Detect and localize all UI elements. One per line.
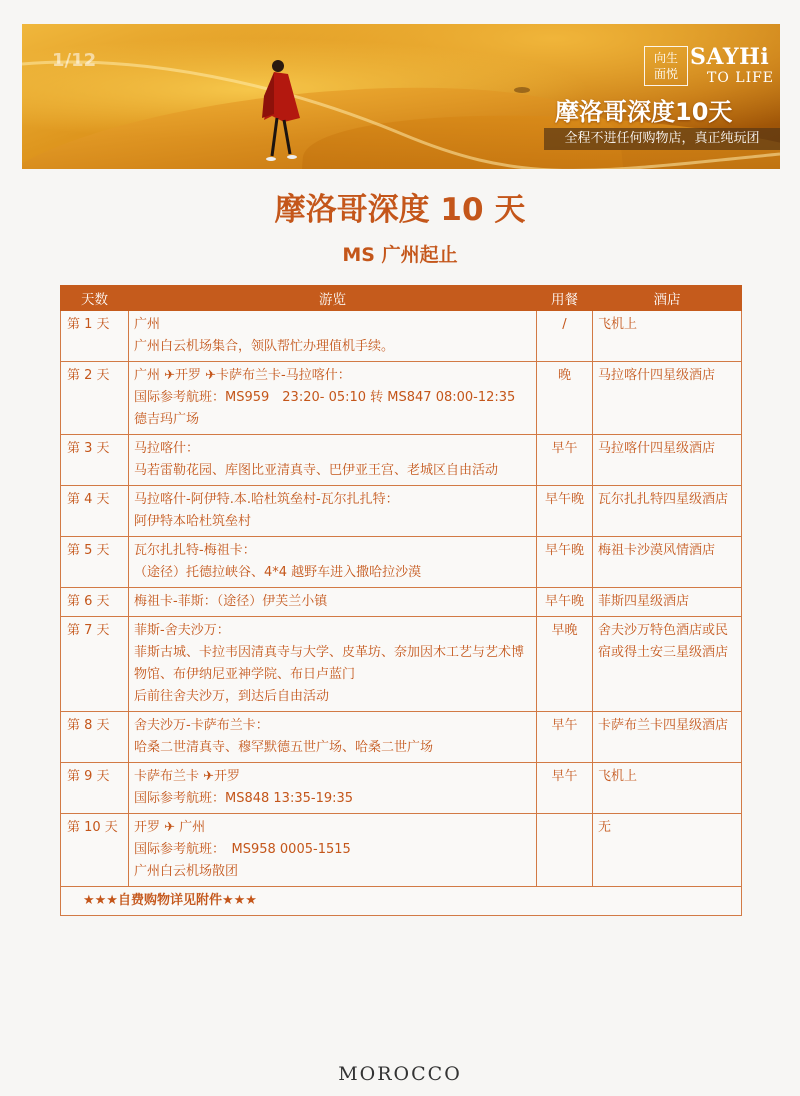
tour-cell [129, 763, 537, 814]
tour-cell [129, 435, 537, 486]
meal-cell: / [537, 311, 593, 362]
table-row [61, 486, 742, 537]
tour-line: 舍夫沙万-卡萨布兰卡： [134, 718, 269, 733]
tour-line: 马拉喀什-阿伊特.本.哈杜筑垒村-瓦尔扎扎特： [134, 492, 399, 507]
table-row [61, 435, 742, 486]
traveler-figure [244, 56, 304, 169]
tour-cell [129, 311, 537, 362]
tour-line: 梅祖卡-菲斯：（途径）伊芙兰小镇 [134, 594, 328, 609]
tour-cell [129, 617, 537, 712]
hotel-cell: 马拉喀什四星级酒店 [593, 435, 742, 486]
hotel-cell: 马拉喀什四星级酒店 [593, 362, 742, 435]
tour-line: 菲斯-舍夫沙万： [134, 623, 230, 638]
meal-cell: 晚 [537, 362, 593, 435]
hotel-cell: 菲斯四星级酒店 [593, 588, 742, 617]
brand-logo-box [644, 46, 688, 86]
meal-cell: 早午晚 [537, 486, 593, 537]
day-cell: 第 5 天 [61, 537, 129, 588]
day-cell: 第 3 天 [61, 435, 129, 486]
footer-brand: MOROCCO [338, 1063, 462, 1085]
tour-line: （途径）托德拉峡谷、4*4 越野车进入撒哈拉沙漠 [134, 565, 422, 580]
tour-line: 哈桑二世清真寺、穆罕默德五世广场、哈桑二世广场 [134, 740, 434, 755]
day-cell: 第 8 天 [61, 712, 129, 763]
hotel-cell: 卡萨布兰卡四星级酒店 [593, 712, 742, 763]
shopping-note: ★★★自费购物详见附件★★★ [61, 887, 742, 916]
meal-cell: 早午 [537, 712, 593, 763]
header-tour: 游览 [129, 286, 537, 311]
table-row [61, 617, 742, 712]
tour-line: 瓦尔扎扎特-梅祖卡： [134, 543, 256, 558]
table-header-row [61, 286, 742, 311]
brand-logo-text: 向生 面悦 [653, 51, 678, 81]
table-row [61, 537, 742, 588]
tour-line: 阿伊特本哈杜筑垒村 [134, 514, 252, 529]
tour-line: 国际参考航班：MS848 13:35-19:35 [134, 791, 354, 806]
tour-line: 后前往舍夫沙万，到达后自由活动 [134, 689, 330, 704]
meal-cell: 早午晚 [537, 588, 593, 617]
table-row [61, 362, 742, 435]
tour-line: 马拉喀什： [134, 441, 200, 456]
page-counter: 1/12 [52, 50, 97, 71]
tour-line: 德吉玛广场 [134, 412, 200, 427]
hotel-cell: 飞机上 [593, 763, 742, 814]
day-cell: 第 10 天 [61, 814, 129, 887]
day-cell: 第 7 天 [61, 617, 129, 712]
tour-cell [129, 814, 537, 887]
day-cell: 第 6 天 [61, 588, 129, 617]
table-row [61, 763, 742, 814]
table-row [61, 588, 742, 617]
table-row [61, 311, 742, 362]
day-cell: 第 2 天 [61, 362, 129, 435]
table-row [61, 712, 742, 763]
hotel-cell: 舍夫沙万特色酒店或民宿或得土安三星级酒店 [593, 617, 742, 712]
hotel-cell: 梅祖卡沙漠风情酒店 [593, 537, 742, 588]
hotel-cell: 飞机上 [593, 311, 742, 362]
itinerary-table [60, 285, 742, 916]
header-meal: 用餐 [537, 286, 593, 311]
meal-cell: 早午 [537, 763, 593, 814]
table-row [61, 814, 742, 887]
tour-line: 广州 [134, 317, 161, 332]
document-subtitle: MS 广州起止 [342, 244, 458, 266]
tour-line: 卡萨布兰卡 ✈开罗 [134, 769, 241, 784]
tour-line: 广州白云机场集合，领队帮忙办理值机手续。 [134, 339, 395, 354]
day-cell: 第 1 天 [61, 311, 129, 362]
tour-cell [129, 712, 537, 763]
meal-cell: 早晚 [537, 617, 593, 712]
document-title: 摩洛哥深度 10 天 [274, 192, 526, 228]
tour-cell [129, 588, 537, 617]
tour-cell [129, 486, 537, 537]
day-cell: 第 9 天 [61, 763, 129, 814]
tour-line: 马若雷勒花园、库图比亚清真寺、巴伊亚王宫、老城区自由活动 [134, 463, 499, 478]
brand-logo-tolife: TO LIFE [707, 70, 775, 86]
tour-line: 物馆、布伊纳尼亚神学院、布日卢蓝门 [134, 667, 356, 682]
tour-line: 开罗 ✈ 广州 [134, 820, 206, 835]
tour-cell [129, 362, 537, 435]
meal-cell [537, 814, 593, 887]
tour-line: 国际参考航班： MS958 0005-1515 [134, 842, 351, 857]
tour-cell [129, 537, 537, 588]
tour-line: 广州 ✈开罗 ✈卡萨布兰卡-马拉喀什： [134, 368, 351, 383]
hotel-cell: 瓦尔扎扎特四星级酒店 [593, 486, 742, 537]
header-day: 天数 [61, 286, 129, 311]
banner-title: 摩洛哥深度10天 [555, 98, 733, 126]
banner-subtitle: 全程不进任何购物店，真正纯玩团 [544, 128, 780, 150]
brand-logo-sayhi: SAYHi [690, 44, 770, 70]
tour-line: 菲斯古城、卡拉韦因清真寺与大学、皮革坊、奈加因木工艺与艺术博 [134, 645, 525, 660]
table-footer-row [61, 887, 742, 916]
hotel-cell: 无 [593, 814, 742, 887]
tour-line: 国际参考航班：MS959 23:20- 05:10 转 MS847 08:00-12:35 [134, 390, 516, 405]
day-cell: 第 4 天 [61, 486, 129, 537]
header-banner [22, 24, 780, 169]
tour-line: 广州白云机场散团 [134, 864, 239, 879]
meal-cell: 早午晚 [537, 537, 593, 588]
header-hotel: 酒店 [593, 286, 742, 311]
meal-cell: 早午 [537, 435, 593, 486]
